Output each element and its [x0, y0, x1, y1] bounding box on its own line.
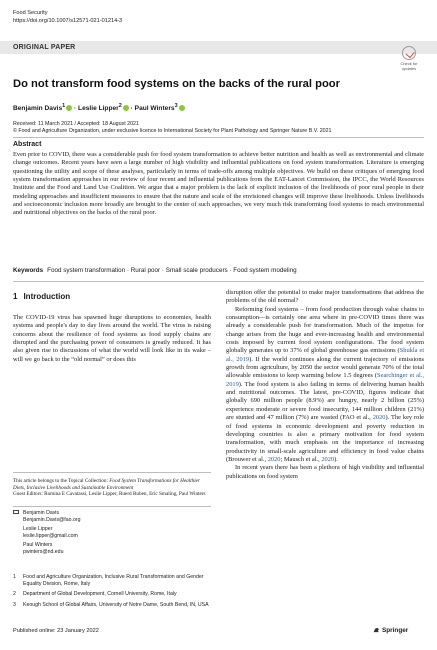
note-intro: This article belongs to the Topical Collection:: [13, 478, 110, 484]
affiliation-item: [13, 602, 211, 609]
abstract-heading: Abstract: [13, 141, 42, 148]
section-label: ORIGINAL PAPER: [13, 43, 76, 51]
intro-right-paragraph: [226, 306, 424, 465]
author-sup: 1: [62, 103, 66, 109]
citation-link[interactable]: Searchinger et al., 2019: [226, 372, 424, 388]
contact-name: Paul Winters: [23, 542, 53, 549]
paragraph-text: ).: [334, 455, 338, 463]
received-dates: Received: 11 March 2021 / Accepted: 18 August 2021: [13, 121, 139, 127]
springer-horse-icon: [373, 627, 380, 633]
affiliation-item: [13, 574, 211, 587]
divider: [13, 472, 211, 473]
divider: [13, 281, 424, 282]
citation-link[interactable]: 2020: [321, 455, 335, 463]
paragraph-text: ). The key role of food systems in economic development and poverty reduction in developing countries is also a primary motivation for food system transformation, with much emphasis on the importance of increasing productivity in small-scale agriculture and efficiency in food value chains (Brouwer et al.,: [226, 414, 424, 463]
doi-link[interactable]: https://doi.org/10.1007/s12571-021-01214-3: [13, 18, 123, 24]
citation-link[interactable]: Shukla et al., 2019: [226, 347, 424, 363]
paragraph-text: Reforming food systems – from food production through value chains to consumption—is certainly one area where in pre-COVID times there was already a considerable push for transformation. Much of the impetus for change arises from the huge and ever-increasing health and environmental costs imposed by current food system configurations. The food system globally generates up to 37% of global greenhouse gas emissions (: [226, 305, 424, 355]
keywords: [13, 267, 297, 274]
author-list: [13, 103, 185, 112]
affiliation-text: Food and Agriculture Organization, Inclusive Rural Transformation and Gender Equality Division, Rome, Italy: [23, 574, 204, 587]
citation-link[interactable]: 2020: [267, 455, 281, 463]
affiliation-number: 3: [13, 601, 16, 608]
paragraph-text: ). If the world continues along the current trajectory of emissions growth from agriculture, by 2050 the sector would generate 70% of the total allowable emissions to keep warming below 1.5 degrees (: [226, 355, 424, 380]
author-name[interactable]: Benjamin Davis: [13, 105, 63, 113]
copyright-line: © Food and Agriculture Organization, under exclusive licence to International Society for Plant Pathology and Springer Nature B.V. 2021: [13, 128, 332, 134]
divider: [13, 506, 211, 507]
section-band: [0, 41, 437, 54]
topical-collection-note: [13, 478, 211, 498]
citation-link[interactable]: 2020: [372, 414, 386, 422]
intro-right-paragraph: disruption offer the potential to make major transformations that address the problems of the old normal?: [226, 289, 424, 305]
paragraph-text: ). The food system is also failing in terms of delivering human health and nutritional outcomes. The latest, pre-COVID, figures indicate that globally 690 million people (8.9%) are hungry, nearly 2 billion (25%) experience moderate or severe food insecurity, 144 million children (21%) are stunted and 47 million (7%) are wasted (FAO et al.,: [226, 380, 424, 422]
contact-name: Leslie Lipper: [23, 526, 53, 533]
section-title: Introduction: [23, 292, 71, 301]
publisher-logo: [373, 627, 408, 634]
affiliation-text: Department of Global Development, Cornell University, Rome, Italy: [23, 591, 177, 598]
article-title: Do not transform food systems on the backs of the rural poor: [13, 78, 340, 90]
section-heading: [13, 292, 76, 301]
orcid-icon[interactable]: [179, 105, 185, 111]
contact-block: [13, 510, 80, 556]
published-date: Published online: 23 January 2022: [13, 628, 99, 634]
abstract-text: Even prior to COVID, there was a considerable push for food system transformation to achieve better nutrition and health as well as environmental and climate change outcomes. Recent years have seen a large number of high visibility and influential publications on food system transformation. Literature is emerging questioning the utility and scope of these analyses, particularly in terms of trade-offs among multiple objectives. We build on these critiques of emerging food system transformation approaches in our review of four recent and influential publications from the EAT-Lancet Commission, the IPCC, the World Resources Institute and the Food and Land Use Coalition. We argue that a major problem is the lack of explicit inclusion of the livelihoods of poor rural people in their modeling approaches and insufficient measures to ensure that the nature and scale of the envisioned changes will improve these livelihoods. Unless livelihoods and socioeconomic inclusion more broadly are brought to the center of such approaches, we very much risk transforming food systems to reach environmental and nutritional objectives on the backs of the rural poor.: [13, 151, 424, 217]
journal-name: Food Security: [13, 10, 48, 16]
keywords-text: Food system transformation · Rural poor · Small scale producers · Food system modeling: [47, 267, 297, 274]
author-sup: 2: [118, 103, 122, 109]
author-name[interactable]: Paul Winters: [134, 105, 175, 113]
divider: [13, 137, 424, 138]
keywords-label: Keywords: [13, 267, 44, 274]
contact-email[interactable]: leslie.lipper@gmail.com: [23, 532, 78, 539]
author-sup: 3: [174, 103, 178, 109]
affiliations: [13, 574, 211, 608]
publisher-name: Springer: [382, 627, 409, 634]
section-number: 1: [13, 292, 18, 301]
affiliation-number: 1: [13, 574, 16, 580]
envelope-icon: [13, 510, 19, 514]
check-for-updates-badge[interactable]: [397, 46, 421, 72]
contact-email[interactable]: Benjamin.Davis@fao.org: [23, 516, 81, 523]
note-editors: Guest Editors: Romina E Cavatassi, Leslie Lipper, Ruerd Ruben, Eric Smaling, Paul Winters: [13, 491, 206, 498]
author-name[interactable]: Leslie Lipper: [78, 105, 119, 113]
check-updates-icon: [402, 46, 416, 60]
paragraph-text: ; Mausch et al.,: [280, 455, 322, 463]
note-collection: Food System Transformations for Healthier Diets, Inclusive Livelihoods and Sustainable Environment: [13, 478, 201, 491]
affiliation-text: Keough School of Global Affairs, University of Notre Dame, South Bend, IN, USA: [23, 601, 209, 608]
affiliation-item: [13, 591, 211, 598]
author-separator: ·: [128, 105, 135, 113]
contact-name: Benjamin Davis: [23, 510, 60, 516]
badge-line2: updates: [401, 65, 417, 71]
badge-line1: Check for: [400, 61, 418, 66]
intro-left-paragraph: The COVID-19 virus has spawned huge disruptions to economies, health systems and people's day to day lives around the world. The virus is raising concerns about the resilience of food systems as food supply chains are disrupted and the purchasing power of consumers is greatly reduced. It has also given rise to discussions of what the world will look like in its wake – will we go back to the “old normal” or does this: [13, 314, 211, 363]
intro-right-paragraph: In recent years there has been a plethora of high visibility and influential publications on food system: [226, 464, 424, 480]
affiliation-number: 2: [13, 591, 16, 598]
intro-right-column: [226, 289, 424, 481]
author-separator: ·: [72, 105, 79, 113]
contact-email[interactable]: pwinters@nd.edu: [23, 548, 64, 555]
